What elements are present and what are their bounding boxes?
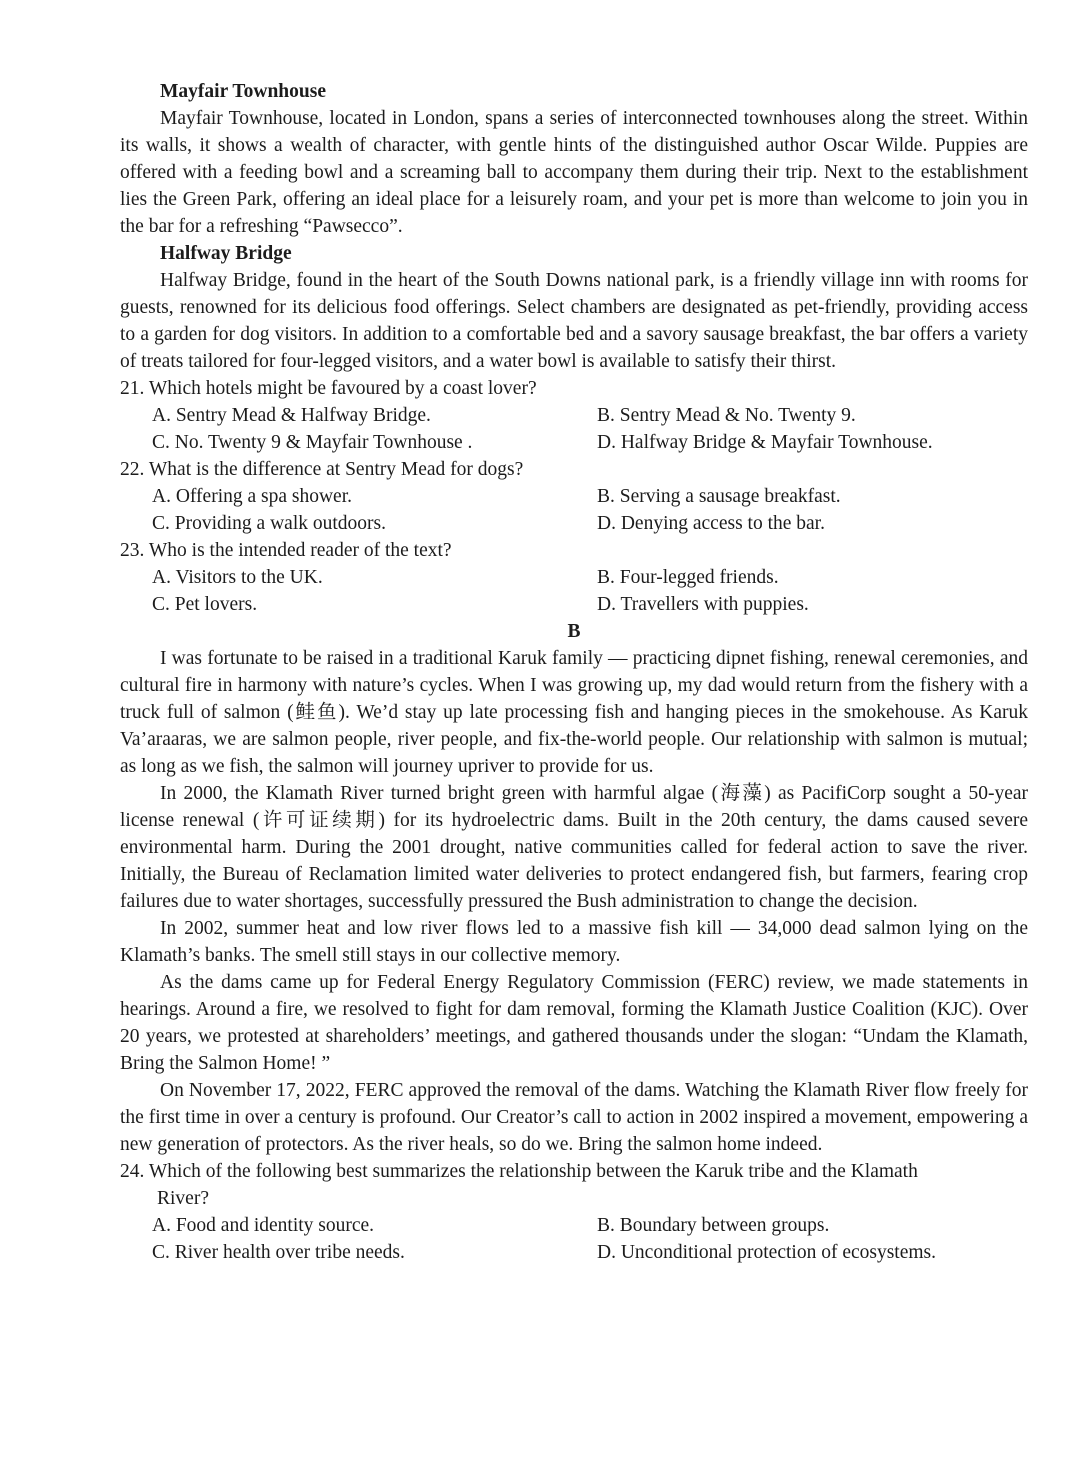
option-c: C. Pet lovers. <box>152 594 258 615</box>
option-d: D. Halfway Bridge & Mayfair Townhouse. <box>597 432 933 453</box>
hotel-description-halfway: Halfway Bridge, found in the heart of the South Downs national park, is a friendly village inn with rooms for guests, renowned for its delicious food offerings. Select chambers are designated as pet-friendly, providing access to a garden for dog visitors. In addition to a comfortable bed and a savory sausage breakfast, the bar offers a variety of treats tailored for four-legged visitors, and a water bowl is available to satisfy their thirst. <box>120 270 1028 372</box>
question-21-options <box>120 402 1028 456</box>
question-24-options <box>120 1212 1028 1266</box>
question-22-options <box>120 483 1028 537</box>
hotel-title-halfway: Halfway Bridge <box>160 243 292 264</box>
option-b: B. Boundary between groups. <box>597 1215 830 1236</box>
option-d: D. Denying access to the bar. <box>597 513 825 534</box>
option-c: C. Providing a walk outdoors. <box>152 513 386 534</box>
question-24-stem-line1: 24. Which of the following best summarizes the relationship between the Karuk tribe and the Klamath <box>120 1161 918 1182</box>
option-a: A. Visitors to the UK. <box>152 567 323 588</box>
passage-paragraph: In 2000, the Klamath River turned bright green with harmful algae (海藻) as PacifiCorp sought a 50-year license renewal (许可证续期) for its hydroelectric dams. Built in the 20th century, the dams caused severe environmental harm. During the 2001 drought, native communities called for federal action to save the river. Initially, the Bureau of Reclamation limited water deliveries to protect endangered fish, but farmers, fearing crop failures due to water shortages, successfully pressured the Bush administration to change the decision. <box>120 783 1028 912</box>
question-24-stem <box>120 1158 1028 1212</box>
passage-paragraph: On November 17, 2022, FERC approved the removal of the dams. Watching the Klamath River flow freely for the first time in over a century is profound. Our Creator’s call to action in 2002 inspired a movement, empowering a new generation of protectors. As the river heals, so do we. Bring the salmon home indeed. <box>120 1080 1028 1155</box>
question-24-stem-line2: River? <box>157 1188 209 1209</box>
option-b: B. Sentry Mead & No. Twenty 9. <box>597 405 856 426</box>
option-a: A. Food and identity source. <box>152 1215 375 1236</box>
hotel-title-mayfair: Mayfair Townhouse <box>160 81 326 102</box>
question-21-stem: 21. Which hotels might be favoured by a coast lover? <box>120 378 537 399</box>
passage-paragraph: As the dams came up for Federal Energy Regulatory Commission (FERC) review, we made statements in hearings. Around a fire, we resolved to fight for dam removal, forming the Klamath Justice Coalition (KJC). Over 20 years, we protested at shareholders’ meetings, and gathered thousands under the slogan: “Undam the Klamath, Bring the Salmon Home! ” <box>120 972 1028 1074</box>
option-d: D. Travellers with puppies. <box>597 594 809 615</box>
option-a: A. Sentry Mead & Halfway Bridge. <box>152 405 431 426</box>
passage-paragraph: I was fortunate to be raised in a traditional Karuk family — practicing dipnet fishing, renewal ceremonies, and cultural fire in harmony with nature’s cycles. When I was growing up, my dad would return from the fishery with a truck full of salmon (鲑鱼). We’d stay up late processing fish and hanging pieces in the smokehouse. As Karuk Va’araaras, we are salmon people, river people, and fix-the-world people. Our relationship with salmon is mutual; as long as we fish, the salmon will journey upriver to provide for us. <box>120 648 1028 777</box>
option-c: C. River health over tribe needs. <box>152 1242 405 1263</box>
question-23-options <box>120 564 1028 618</box>
exam-page <box>120 78 1028 1266</box>
option-a: A. Offering a spa shower. <box>152 486 353 507</box>
hotel-description-mayfair: Mayfair Townhouse, located in London, spans a series of interconnected townhouses along the street. Within its walls, it shows a wealth of character, with gentle hints of the distinguished author Oscar Wilde. Puppies are offered with a feeding bowl and a screaming ball to accompany them during their trip. Next to the establishment lies the Green Park, offering an ideal place for a leisurely roam, and your pet is more than welcome to join you in the bar for a refreshing “Pawsecco”. <box>120 108 1028 237</box>
option-d: D. Unconditional protection of ecosystems. <box>597 1242 937 1263</box>
question-22-stem: 22. What is the difference at Sentry Mead for dogs? <box>120 459 524 480</box>
option-c: C. No. Twenty 9 & Mayfair Townhouse . <box>152 432 473 453</box>
passage-paragraph: In 2002, summer heat and low river flows led to a massive fish kill — 34,000 dead salmon lying on the Klamath’s banks. The smell still stays in our collective memory. <box>120 918 1028 966</box>
option-b: B. Serving a sausage breakfast. <box>597 486 841 507</box>
question-23-stem: 23. Who is the intended reader of the text? <box>120 540 452 561</box>
section-b-title: B <box>567 621 581 642</box>
option-b: B. Four-legged friends. <box>597 567 779 588</box>
